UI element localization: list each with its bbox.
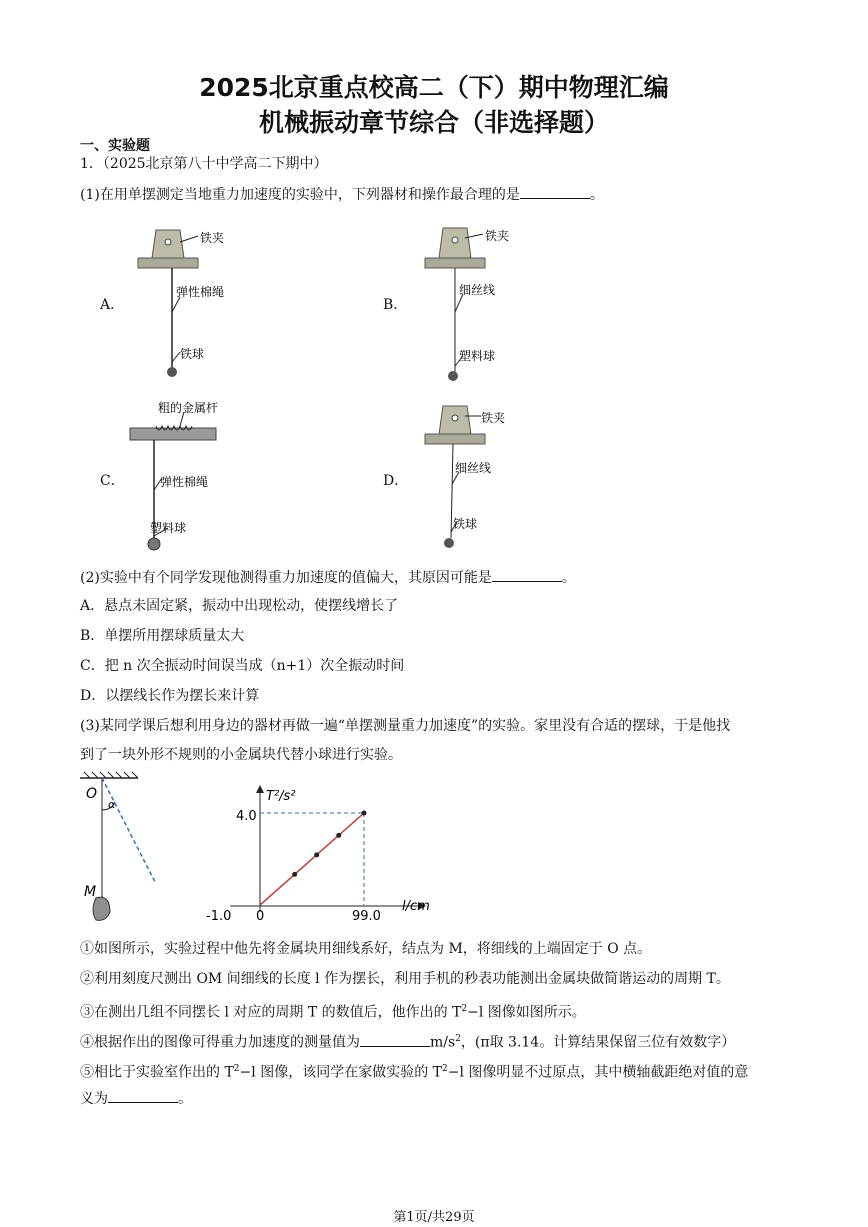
label-M: M xyxy=(84,884,97,900)
answer-blank-1[interactable] xyxy=(520,184,590,199)
iron-clip-icon xyxy=(138,230,198,268)
q2-option-b: B．单摆所用摆球质量太大 xyxy=(80,628,245,644)
label-c-top: 粗的金属杆 xyxy=(158,401,219,415)
step-4-b: m/s xyxy=(430,1034,456,1051)
label-c-bot: 塑料球 xyxy=(150,521,187,535)
label-a-bot: 铁球 xyxy=(180,347,205,361)
step-5-a: ⑤相比于实验室作出的 T xyxy=(80,1064,234,1081)
step-4 xyxy=(80,1029,735,1053)
data-point-2 xyxy=(314,852,319,857)
y-tick-4: 4.0 xyxy=(236,809,257,824)
step-4-c: ，(π取 3.14。计算结果保留三位有效数字） xyxy=(460,1034,736,1051)
extrapolation-dashed xyxy=(259,905,260,906)
step-4-sup: 2 xyxy=(455,1034,461,1044)
pendulum-figure xyxy=(76,770,176,926)
option-b-figure xyxy=(403,222,563,382)
answer-blank-4[interactable] xyxy=(108,1088,178,1103)
step-5 xyxy=(80,1059,748,1083)
option-c-letter: C． xyxy=(100,473,125,489)
option-b-letter: B． xyxy=(383,297,408,313)
q1-part1-end: 。 xyxy=(589,187,604,203)
data-point-3 xyxy=(336,833,341,838)
step-1: ①如图所示，实验过程中他先将金属块用细线系好，结点为 M，将细线的上端固定于 O 点。 xyxy=(80,941,652,957)
label-b-mid: 细丝线 xyxy=(459,283,496,297)
step-2: ②利用刻度尺测出 OM 间细线的长度 l 作为摆长，利用手机的秒表功能测出金属块做简谐运动的周期 T。 xyxy=(80,971,730,987)
fit-line xyxy=(260,813,364,905)
step-5-c: −l 图像明显不过原点，其中横轴截距绝对值的意 xyxy=(447,1064,749,1081)
q1-part3-line2: 到了一块外形不规则的小金属块代替小球进行实验。 xyxy=(80,747,402,763)
x-axis-label: l/cm xyxy=(402,899,430,914)
label-a-top: 铁夹 xyxy=(200,231,225,245)
step-3-sup: 2 xyxy=(461,1004,468,1014)
step-5-sup2: 2 xyxy=(441,1064,448,1074)
label-d-top: 铁夹 xyxy=(481,411,506,425)
label-b-bot: 塑料球 xyxy=(459,349,496,363)
label-b-top: 铁夹 xyxy=(485,229,510,243)
t2-l-chart xyxy=(200,778,440,924)
step-5-sup1: 2 xyxy=(233,1064,240,1074)
step-5-cont xyxy=(80,1088,192,1109)
iron-clip-icon xyxy=(425,228,485,268)
q2-option-c: C．把 n 次全振动时间误当成（n+1）次全振动时间 xyxy=(80,658,405,674)
label-d-mid: 细丝线 xyxy=(455,461,492,475)
q2-option-a: A．悬点未固定紧，振动中出现松动，使摆线增长了 xyxy=(80,598,399,614)
label-a-mid: 弹性棉绳 xyxy=(176,285,225,299)
step-3-a: ③在测出几组不同摆长 l 对应的周期 T 的数值后，他作出的 T xyxy=(80,1004,462,1021)
option-a-figure xyxy=(120,222,280,382)
option-d-letter: D． xyxy=(383,473,409,489)
x-tick-99: 99.0 xyxy=(352,909,381,924)
q1-source: 1．（2025北京第八十中学高二下期中） xyxy=(80,156,328,172)
label-d-bot: 铁球 xyxy=(453,517,478,531)
step-3 xyxy=(80,999,586,1023)
page-footer: 第1页/共29页 xyxy=(393,1210,475,1225)
step-5-b: −l 图像，该同学在家做实验的 T xyxy=(239,1064,442,1081)
label-c-mid: 弹性棉绳 xyxy=(160,475,209,489)
data-point-4 xyxy=(361,811,366,816)
step-4-a: ④根据作出的图像可得重力加速度的测量值为 xyxy=(80,1034,360,1051)
y-axis-label: T²/s² xyxy=(266,789,296,804)
q1-part1-text: (1)在用单摆测定当地重力加速度的实验中，下列器材和操作最合理的是 xyxy=(80,187,520,203)
option-c-figure xyxy=(120,398,280,558)
q1-part1 xyxy=(80,184,604,205)
step-3-b: −l 图像如图所示。 xyxy=(467,1004,586,1021)
q1-part3-line1: (3)某同学课后想利用身边的器材再做一遍“单摆测量重力加速度”的实验。家里没有合适的摆球，于是他找 xyxy=(80,718,731,734)
data-point-1 xyxy=(292,872,297,877)
option-d-figure xyxy=(403,398,563,558)
step-5-e: 。 xyxy=(178,1091,192,1107)
label-O: O xyxy=(86,786,98,802)
answer-blank-2[interactable] xyxy=(492,567,562,582)
answer-blank-3[interactable] xyxy=(360,1032,430,1047)
option-a-letter: A． xyxy=(100,297,125,313)
section-heading: 一、实验题 xyxy=(80,138,150,154)
step-5-d: 义为 xyxy=(80,1091,108,1107)
x-tick-neg1: -1.0 xyxy=(206,909,232,924)
doc-title-line1: 2025北京重点校高二（下）期中物理汇编 xyxy=(199,73,669,102)
q1-part2-text: (2)实验中有个同学发现他测得重力加速度的值偏大，其原因可能是 xyxy=(80,570,492,586)
q1-part2 xyxy=(80,567,576,588)
iron-clip-icon xyxy=(425,406,485,444)
q2-option-d: D．以摆线长作为摆长来计算 xyxy=(80,688,260,704)
doc-title-line2: 机械振动章节综合（非选择题） xyxy=(258,108,609,137)
q1-part2-end: 。 xyxy=(561,570,576,586)
x-tick-0: 0 xyxy=(256,909,265,924)
metal-rod-icon xyxy=(130,426,216,440)
label-alpha: α xyxy=(108,798,116,811)
